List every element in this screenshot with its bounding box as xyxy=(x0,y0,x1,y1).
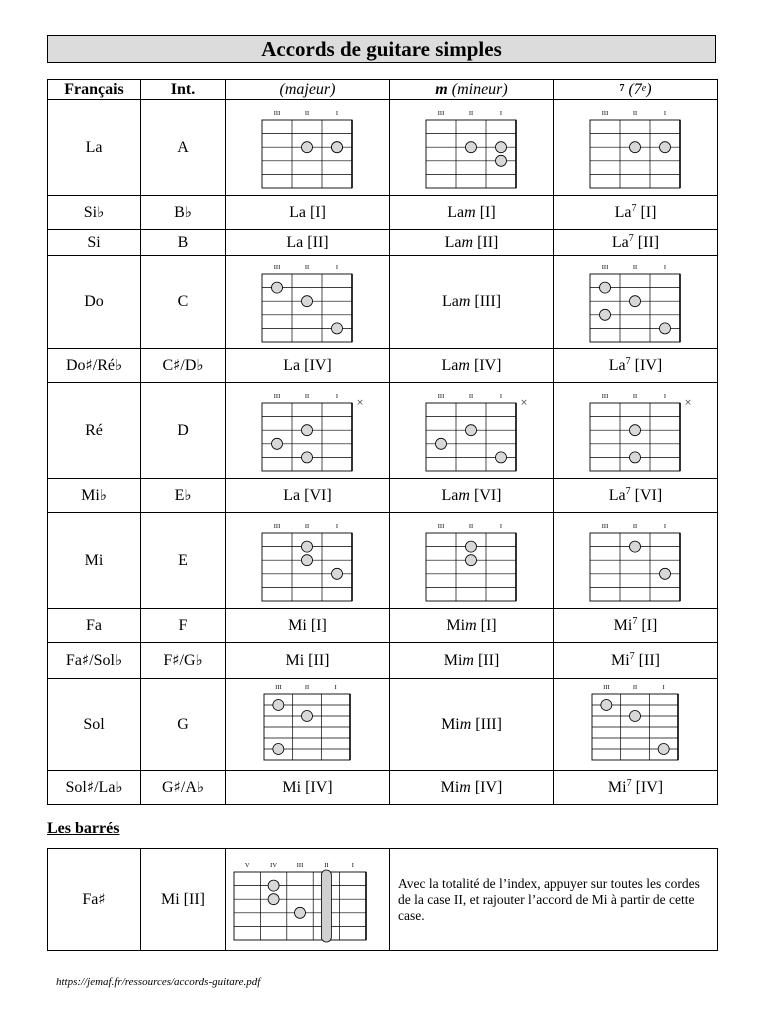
cell-majeur xyxy=(226,679,390,771)
fretboard-outline xyxy=(426,120,516,188)
fret-label: II xyxy=(304,392,310,400)
finger-dot xyxy=(466,541,477,552)
cell-mineur: Lam [IV] xyxy=(390,349,554,383)
chord-row xyxy=(48,383,718,479)
finger-dot xyxy=(436,438,447,449)
header-mineur: m (mineur) xyxy=(390,80,554,100)
cell-majeur: La [VI] xyxy=(226,479,390,513)
finger-dot xyxy=(268,893,279,904)
fretboard-outline xyxy=(262,120,352,188)
fret-label: I xyxy=(499,109,503,117)
chord-row xyxy=(48,100,718,196)
cell-mineur: Mim [IV] xyxy=(390,771,554,805)
finger-dot xyxy=(660,568,671,579)
cell-majeur: La [I] xyxy=(226,196,390,230)
finger-dot xyxy=(466,141,477,152)
fret-label: I xyxy=(663,109,667,117)
finger-dot xyxy=(630,296,641,307)
header-int: Int. xyxy=(141,80,226,100)
finger-dot xyxy=(332,568,343,579)
cell-majeur: La [IV] xyxy=(226,349,390,383)
barre-diagram-cell xyxy=(226,849,390,951)
finger-dot xyxy=(630,451,641,462)
cell-francais: Do♯/Ré♭ xyxy=(48,349,141,383)
chord-diagram xyxy=(390,385,554,477)
fret-label: II xyxy=(304,683,310,691)
cell-septieme: La$^7$ [II] xyxy=(554,230,718,256)
chord-row xyxy=(48,609,718,643)
fretboard-outline xyxy=(234,872,366,940)
cell-mineur: Mim [III] xyxy=(390,679,554,771)
header-majeur: (majeur) xyxy=(226,80,390,100)
fret-label: III xyxy=(437,522,445,530)
finger-dot xyxy=(660,141,671,152)
fret-label: I xyxy=(499,522,503,530)
finger-dot xyxy=(600,282,611,293)
fret-label: III xyxy=(273,264,281,271)
cell-septieme: Mi$^7$ [I] xyxy=(554,609,718,643)
cell-international: F♯/G♭ xyxy=(141,643,226,679)
cell-majeur: Mi [IV] xyxy=(226,771,390,805)
cell-international: B xyxy=(141,230,226,256)
chord-diagram xyxy=(554,680,718,770)
cell-majeur xyxy=(226,383,390,479)
fret-label: I xyxy=(499,392,503,400)
fret-label: III xyxy=(603,683,610,691)
cell-international: E xyxy=(141,513,226,609)
cell-majeur: La [II] xyxy=(226,230,390,256)
cell-francais: Ré xyxy=(48,383,141,479)
mute-mark: × xyxy=(356,397,364,408)
chord-row xyxy=(48,196,718,230)
section-title-barres: Les barrés xyxy=(47,820,120,837)
cell-international: C xyxy=(141,256,226,349)
finger-dot xyxy=(302,451,313,462)
finger-dot xyxy=(658,743,669,754)
cell-septieme: Mi$^7$ [II] xyxy=(554,643,718,679)
barres-table xyxy=(47,848,718,951)
footer-url: https://jemaf.fr/ressources/accords-guitare.pdf xyxy=(56,976,261,988)
fret-label: II xyxy=(304,109,310,117)
cell-international: G xyxy=(141,679,226,771)
finger-dot xyxy=(630,141,641,152)
cell-francais: Mi♭ xyxy=(48,479,141,513)
cell-francais: Sol♯/La♭ xyxy=(48,771,141,805)
finger-dot xyxy=(496,451,507,462)
mute-mark: × xyxy=(520,397,528,408)
finger-dot xyxy=(295,907,306,918)
page-title: Accords de guitare simples xyxy=(47,35,716,63)
fret-label: I xyxy=(663,392,667,400)
fret-label: III xyxy=(296,861,304,869)
cell-majeur: Mi [I] xyxy=(226,609,390,643)
cell-majeur: Mi [II] xyxy=(226,643,390,679)
finger-dot xyxy=(302,541,313,552)
fret-label: II xyxy=(468,392,474,400)
cell-majeur xyxy=(226,256,390,349)
fret-label: II xyxy=(468,522,474,530)
cell-majeur xyxy=(226,100,390,196)
finger-dot xyxy=(302,424,313,435)
finger-dot xyxy=(273,699,284,710)
fret-label: I xyxy=(335,392,339,400)
fret-label: II xyxy=(632,109,638,117)
fret-label: I xyxy=(663,264,667,271)
cell-francais: Mi xyxy=(48,513,141,609)
fret-label: III xyxy=(273,392,281,400)
fret-label: III xyxy=(601,522,609,530)
fret-label: II xyxy=(632,264,638,271)
fret-label: I xyxy=(351,861,354,869)
cell-majeur xyxy=(226,513,390,609)
cell-septieme: La$^7$ [IV] xyxy=(554,349,718,383)
cell-francais: La xyxy=(48,100,141,196)
fret-label: III xyxy=(273,522,281,530)
fret-label: II xyxy=(632,392,638,400)
barre-row xyxy=(48,849,718,951)
chord-row xyxy=(48,679,718,771)
finger-dot xyxy=(630,710,641,721)
chord-diagram xyxy=(226,385,390,477)
cell-mineur: Mim [II] xyxy=(390,643,554,679)
chord-diagram xyxy=(554,102,718,194)
finger-dot xyxy=(496,155,507,166)
chord-row xyxy=(48,513,718,609)
cell-mineur xyxy=(390,383,554,479)
fret-label: II xyxy=(324,861,329,869)
finger-dot xyxy=(302,141,313,152)
fret-label: III xyxy=(601,264,609,271)
finger-dot xyxy=(268,880,279,891)
cell-mineur: Lam [VI] xyxy=(390,479,554,513)
chord-row xyxy=(48,256,718,349)
cell-international: F xyxy=(141,609,226,643)
chord-diagram xyxy=(226,102,390,194)
cell-mineur xyxy=(390,513,554,609)
header-francais: Français xyxy=(48,80,141,100)
finger-dot xyxy=(272,438,283,449)
fret-label: II xyxy=(632,522,638,530)
finger-dot xyxy=(466,424,477,435)
chord-diagram xyxy=(226,680,390,770)
chord-diagram xyxy=(226,256,390,348)
chord-diagram xyxy=(554,515,718,607)
fret-label: I xyxy=(662,683,665,691)
chord-diagram xyxy=(390,515,554,607)
chord-diagram xyxy=(554,256,718,348)
finger-dot xyxy=(273,743,284,754)
finger-dot xyxy=(601,699,612,710)
finger-dot xyxy=(496,141,507,152)
finger-dot xyxy=(600,309,611,320)
fret-label: I xyxy=(335,264,339,271)
barre-instructions: Avec la totalité de l’index, appuyer sur toutes les cordes de la case II, et rajouter l’accord de Mi à partir de cette case. xyxy=(390,849,718,951)
header-septieme: $^7$ (7e) xyxy=(554,80,718,100)
fret-label: III xyxy=(275,683,282,691)
cell-international: G♯/A♭ xyxy=(141,771,226,805)
cell-international: C♯/D♭ xyxy=(141,349,226,383)
fret-label: II xyxy=(632,683,638,691)
fret-label: II xyxy=(468,109,474,117)
finger-dot xyxy=(332,141,343,152)
cell-septieme xyxy=(554,383,718,479)
chord-diagram xyxy=(226,850,390,950)
fretboard-outline xyxy=(590,120,680,188)
chord-diagram xyxy=(390,102,554,194)
fret-label: III xyxy=(601,109,609,117)
chords-table xyxy=(47,79,718,805)
fret-label: III xyxy=(437,109,445,117)
finger-dot xyxy=(272,282,283,293)
cell-septieme xyxy=(554,256,718,349)
finger-dot xyxy=(466,554,477,565)
cell-septieme xyxy=(554,679,718,771)
finger-dot xyxy=(302,296,313,307)
chord-row xyxy=(48,771,718,805)
fret-label: II xyxy=(304,264,310,271)
cell-francais: Fa♯/Sol♭ xyxy=(48,643,141,679)
fret-label: I xyxy=(335,109,339,117)
finger-dot xyxy=(660,323,671,334)
chord-row xyxy=(48,230,718,256)
finger-dot xyxy=(630,424,641,435)
fret-label: III xyxy=(273,109,281,117)
fret-label: III xyxy=(437,392,445,400)
cell-francais: Fa xyxy=(48,609,141,643)
finger-dot xyxy=(302,710,313,721)
finger-dot xyxy=(630,541,641,552)
chord-row xyxy=(48,479,718,513)
fret-label: III xyxy=(601,392,609,400)
cell-septieme: Mi$^7$ [IV] xyxy=(554,771,718,805)
barre-int: Mi [II] xyxy=(141,849,226,951)
barre-bar xyxy=(321,870,331,942)
fret-label: IV xyxy=(270,861,278,869)
cell-mineur: Lam [III] xyxy=(390,256,554,349)
cell-mineur xyxy=(390,100,554,196)
barre-francais: Fa♯ xyxy=(48,849,141,951)
chord-diagram xyxy=(554,385,718,477)
cell-francais: Si♭ xyxy=(48,196,141,230)
fret-label: I xyxy=(335,522,339,530)
cell-international: A xyxy=(141,100,226,196)
cell-mineur: Lam [II] xyxy=(390,230,554,256)
cell-mineur: Mim [I] xyxy=(390,609,554,643)
fret-label: V xyxy=(244,861,250,869)
cell-international: B♭ xyxy=(141,196,226,230)
cell-septieme xyxy=(554,513,718,609)
finger-dot xyxy=(332,323,343,334)
cell-international: E♭ xyxy=(141,479,226,513)
chord-row xyxy=(48,643,718,679)
header-row xyxy=(48,80,718,100)
fret-label: I xyxy=(663,522,667,530)
chord-diagram xyxy=(226,515,390,607)
chord-row xyxy=(48,349,718,383)
fret-label: II xyxy=(304,522,310,530)
cell-francais: Do xyxy=(48,256,141,349)
cell-septieme: La$^7$ [I] xyxy=(554,196,718,230)
mute-mark: × xyxy=(684,397,692,408)
finger-dot xyxy=(302,554,313,565)
cell-septieme: La$^7$ [VI] xyxy=(554,479,718,513)
cell-francais: Sol xyxy=(48,679,141,771)
cell-international: D xyxy=(141,383,226,479)
cell-septieme xyxy=(554,100,718,196)
cell-francais: Si xyxy=(48,230,141,256)
cell-mineur: Lam [I] xyxy=(390,196,554,230)
fret-label: I xyxy=(334,683,337,691)
